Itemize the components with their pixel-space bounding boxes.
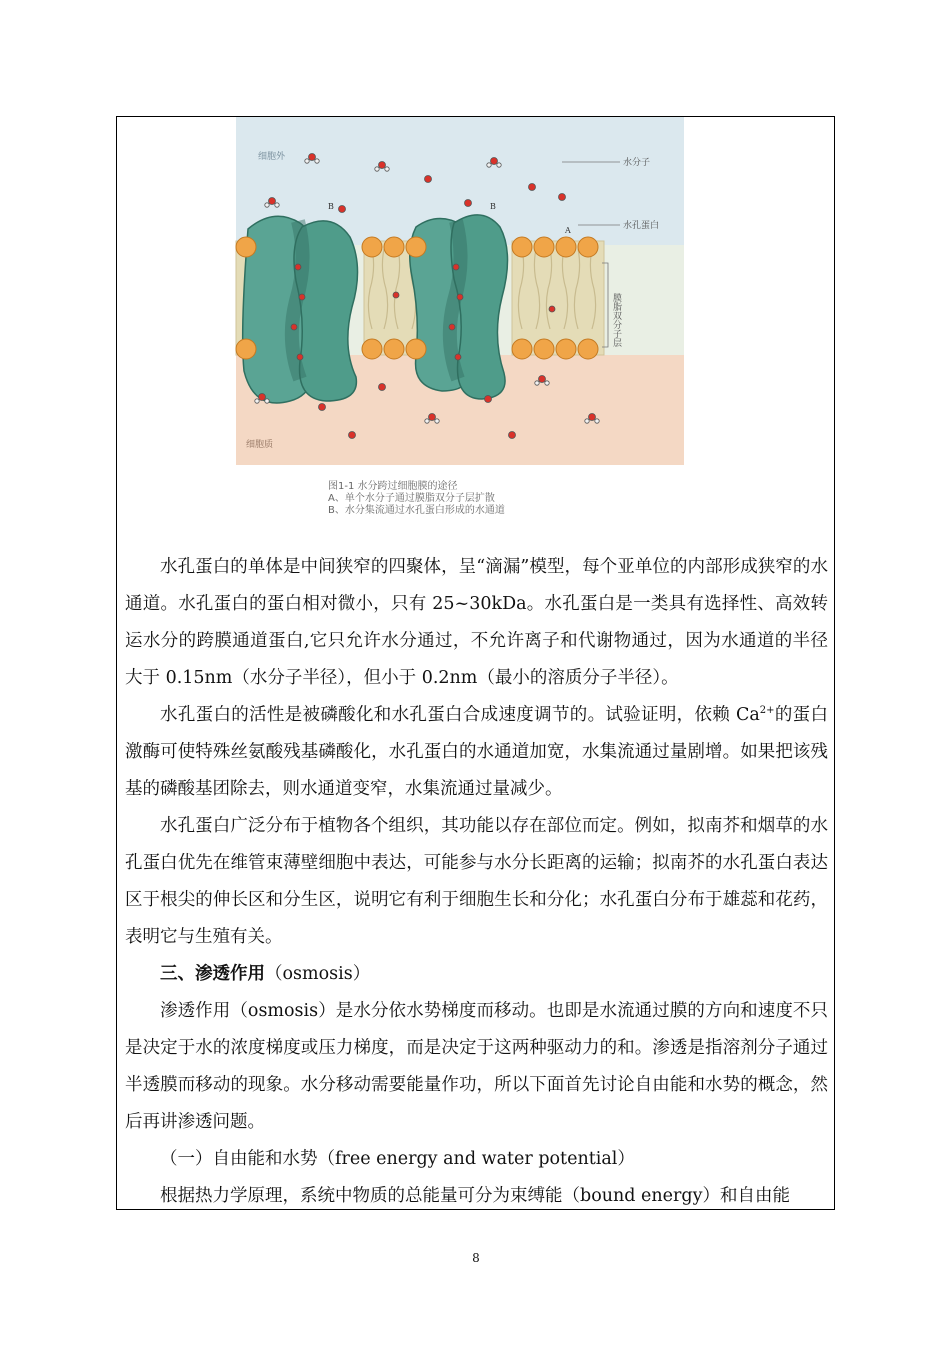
figure-caption-a: A、单个水分子通过膜脂双分子层扩散 (328, 493, 495, 504)
content-table-cell (116, 116, 835, 1210)
section-heading-osmosis (125, 956, 828, 993)
figure-caption-b: B、水分集流通过水孔蛋白形成的水通道 (328, 505, 505, 516)
section-heading-bold: 三、渗透作用 (160, 964, 265, 984)
paragraph-thermodynamics: 根据热力学原理，系统中物质的总能量可分为束缚能（bound energy）和自由能 (160, 1186, 790, 1206)
label-cytoplasm: 细胞质 (246, 440, 274, 450)
marker-b-right: B (490, 202, 496, 211)
subheading-free-energy: （一）自由能和水势（free energy and water potential） (160, 1149, 635, 1169)
aquaporin-figure (232, 117, 688, 522)
paragraph-text: 的蛋白激酶可使特殊丝氨酸残基磷酸化，水孔蛋白的水通道加宽，水集流通过量剧增。如果把该残基的磷酸基团除去，则水通道变窄，水集流通过量减少。 (125, 705, 828, 799)
superscript-charge: 2+ (759, 705, 775, 717)
section-heading-rest: （osmosis） (265, 964, 371, 984)
paragraph-text: 水孔蛋白的活性是被磷酸化和水孔蛋白合成速度调节的。试验证明，依赖 Ca (160, 705, 760, 725)
label-outside: 细胞外 (258, 152, 286, 162)
label-bilayer: 膜脂双分子层 (611, 293, 621, 347)
paragraph-aquaporin-distribution: 水孔蛋白广泛分布于植物各个组织，其功能以存在部位而定。例如，拟南芥和烟草的水孔蛋白优先在维管束薄壁细胞中表达，可能参与水分长距离的运输；拟南芥的水孔蛋白表达区于根尖的伸长区和分生区，说明它有利于细胞生长和分化；水孔蛋白分布于雄蕊和花药，表明它与生殖有关。 (125, 816, 828, 947)
marker-b-left: B (328, 202, 334, 211)
label-water: 水分子 (623, 158, 651, 168)
label-aquaporin: 水孔蛋白 (623, 221, 660, 231)
paragraph-aquaporin-structure: 水孔蛋白的单体是中间狭窄的四聚体，呈“滴漏”模型，每个亚单位的内部形成狭窄的水通道。水孔蛋白的蛋白相对微小，只有 25~30kDa。水孔蛋白是一类具有选择性、高效转运水分的跨膜通道蛋白,它只允许水分通过，不允许离子和代谢物通过，因为水通道的半径大于 0.15nm（水分子半径），但小于 0.2nm（最小的溶质分子半径）。 (125, 557, 828, 688)
figure-caption-title: 图1-1 水分跨过细胞膜的途径 (328, 481, 458, 492)
membrane-diagram (232, 117, 688, 522)
paragraph-osmosis: 渗透作用（osmosis）是水分依水势梯度而移动。也即是水流通过膜的方向和速度不只是决定于水的浓度梯度或压力梯度，而是决定于这两种驱动力的和。渗透是指溶剂分子通过半透膜而移动的现象。水分移动需要能量作功，所以下面首先讨论自由能和水势的概念，然后再讲渗透问题。 (125, 1001, 828, 1132)
paragraph-aquaporin-activity (125, 697, 828, 808)
marker-a: A (565, 226, 571, 235)
body-text (125, 549, 828, 1215)
page-number: 8 (472, 1251, 480, 1265)
